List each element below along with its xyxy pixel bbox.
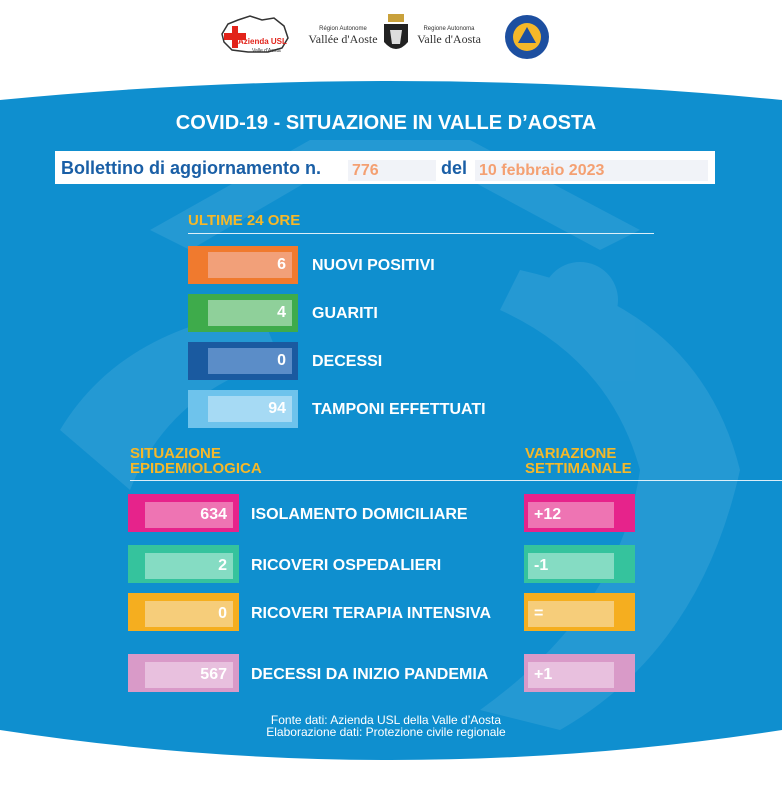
epi-heading (130, 446, 262, 476)
epi-value: 2 (145, 553, 233, 579)
last24-label: DECESSI (312, 353, 383, 370)
region2-top-text: Regione Autonoma (423, 26, 475, 32)
last24-value: 6 (208, 252, 292, 278)
variation-box (524, 654, 635, 692)
epi-value: 634 (145, 502, 233, 528)
last24-box (188, 390, 298, 428)
variation-value: +12 (528, 502, 614, 528)
epi-box (128, 545, 239, 583)
bulletin-label: Bollettino di aggiornamento n. (61, 158, 321, 178)
variation-value: +1 (528, 662, 614, 688)
variation-box (524, 593, 635, 631)
region-logo-right (412, 26, 486, 54)
epi-label: DECESSI DA INIZIO PANDEMIA (251, 666, 489, 683)
variation-heading-line1: VARIAZIONE (525, 445, 617, 462)
last24-box (188, 342, 298, 380)
bulletin-del-label: del (441, 158, 468, 178)
last24-box (188, 246, 298, 284)
last24-divider (188, 233, 654, 234)
variation-value: -1 (528, 553, 614, 579)
usl-logo-text: Azienda USL (238, 37, 287, 46)
variation-box (524, 494, 635, 532)
region-top-text: Région Autonome (319, 26, 367, 32)
last24-label: TAMPONI EFFETTUATI (312, 401, 486, 418)
last24-value: 0 (208, 348, 292, 374)
epi-box (128, 494, 239, 532)
last24-heading: ULTIME 24 ORE (188, 212, 301, 229)
last24-label: GUARITI (312, 305, 378, 322)
epi-value: 567 (145, 662, 233, 688)
last24-value: 94 (208, 396, 292, 422)
epi-box (128, 654, 239, 692)
region-logo-left (306, 26, 380, 54)
last24-value: 4 (208, 300, 292, 326)
usl-logo-subtext: Valle d'Aosta (252, 48, 281, 54)
logo-header (0, 0, 782, 72)
epi-heading-line2: EPIDEMIOLOGICA (130, 460, 262, 477)
bulletin-bar (55, 151, 715, 184)
epi-divider (130, 480, 782, 481)
elaboration-note: Elaborazione dati: Protezione civile regionale (266, 725, 506, 739)
variation-heading-line2: SETTIMANALE (525, 460, 632, 477)
source-note: Fonte dati: Azienda USL della Valle d’Aosta (270, 713, 502, 727)
civil-protection-icon (504, 14, 550, 60)
usl-logo (218, 12, 292, 58)
protezione-civile-logo (504, 14, 550, 60)
coat-of-arms (382, 14, 410, 58)
epi-box (128, 593, 239, 631)
shield-icon (382, 14, 410, 58)
last24-box (188, 294, 298, 332)
region-bottom-text: Vallée d'Aoste (308, 32, 378, 46)
bulletin-date: 10 febbraio 2023 (475, 160, 708, 181)
epi-value: 0 (145, 601, 233, 627)
epi-heading-line1: SITUAZIONE (130, 445, 221, 462)
variation-heading (525, 446, 632, 476)
last24-label: NUOVI POSITIVI (312, 257, 435, 274)
epi-label: RICOVERI OSPEDALIERI (251, 557, 442, 574)
epi-label: ISOLAMENTO DOMICILIARE (251, 506, 468, 523)
page-title: COVID-19 - SITUAZIONE IN VALLE D’AOSTA (175, 112, 597, 134)
variation-value: = (528, 601, 614, 627)
epi-label: RICOVERI TERAPIA INTENSIVA (251, 605, 492, 622)
bulletin-number: 776 (348, 160, 436, 181)
variation-box (524, 545, 635, 583)
region2-bottom-text: Valle d'Aosta (417, 32, 481, 46)
